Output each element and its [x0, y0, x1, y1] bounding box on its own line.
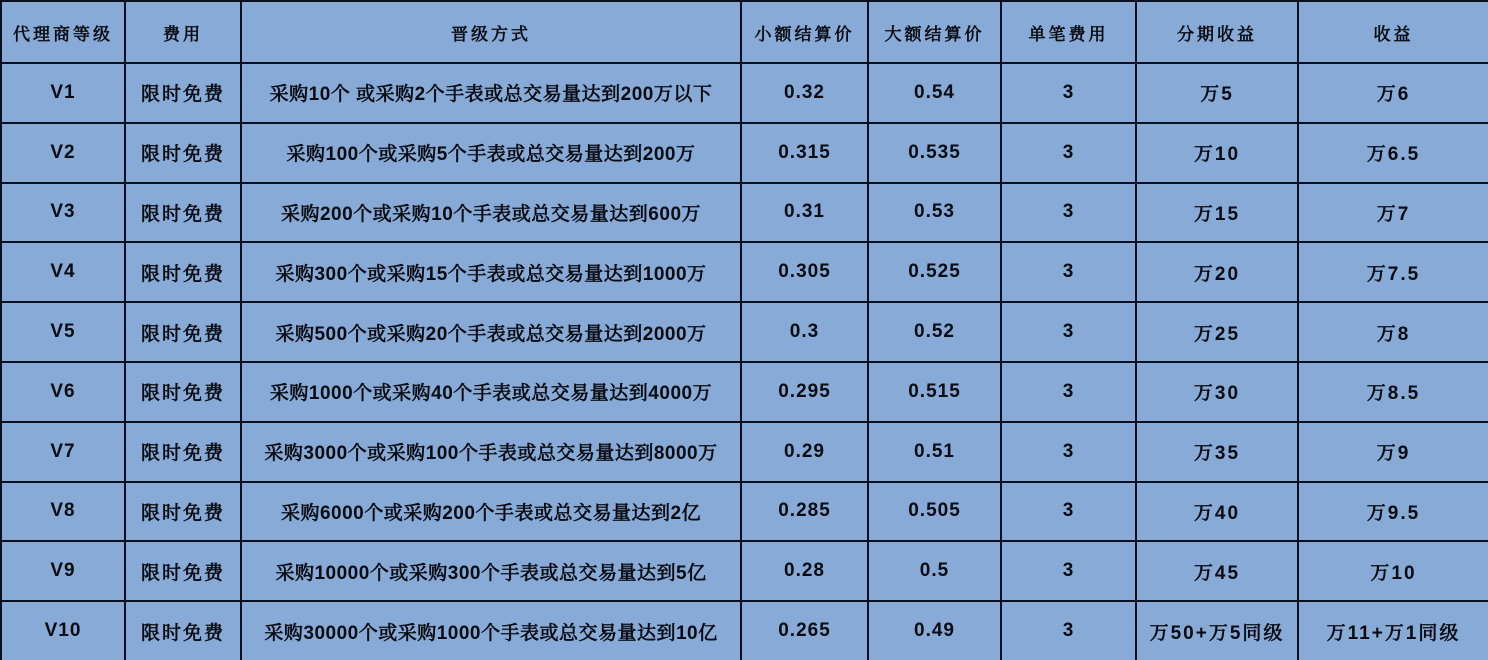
cell-small_price: 0.28 — [741, 541, 868, 601]
column-header-promotion: 晋级方式 — [241, 1, 741, 63]
cell-per_fee: 3 — [1001, 63, 1136, 123]
cell-installment: 万15 — [1136, 183, 1298, 243]
table-row — [1, 482, 1488, 542]
column-header-income: 收益 — [1298, 1, 1488, 63]
cell-per_fee: 3 — [1001, 123, 1136, 183]
column-header-large_price: 大额结算价 — [868, 1, 1001, 63]
table-row — [1, 302, 1488, 362]
cell-small_price: 0.31 — [741, 183, 868, 243]
cell-income: 万11+万1同级 — [1298, 601, 1488, 660]
cell-large_price: 0.525 — [868, 242, 1001, 302]
cell-large_price: 0.505 — [868, 482, 1001, 542]
cell-income: 万8.5 — [1298, 362, 1488, 422]
cell-installment: 万30 — [1136, 362, 1298, 422]
cell-small_price: 0.305 — [741, 242, 868, 302]
table-row — [1, 63, 1488, 123]
cell-installment: 万5 — [1136, 63, 1298, 123]
cell-promotion: 采购10个 或采购2个手表或总交易量达到200万以下 — [241, 63, 741, 123]
cell-level: V9 — [1, 541, 125, 601]
cell-fee: 限时免费 — [125, 123, 241, 183]
cell-promotion: 采购1000个或采购40个手表或总交易量达到4000万 — [241, 362, 741, 422]
cell-small_price: 0.295 — [741, 362, 868, 422]
cell-fee: 限时免费 — [125, 541, 241, 601]
cell-fee: 限时免费 — [125, 422, 241, 482]
cell-income: 万8 — [1298, 302, 1488, 362]
cell-small_price: 0.285 — [741, 482, 868, 542]
column-header-small_price: 小额结算价 — [741, 1, 868, 63]
cell-per_fee: 3 — [1001, 302, 1136, 362]
cell-level: V3 — [1, 183, 125, 243]
cell-installment: 万20 — [1136, 242, 1298, 302]
cell-fee: 限时免费 — [125, 242, 241, 302]
cell-large_price: 0.51 — [868, 422, 1001, 482]
table-header — [1, 1, 1488, 63]
header-row — [1, 1, 1488, 63]
column-header-fee: 费用 — [125, 1, 241, 63]
table-body — [1, 63, 1488, 660]
column-header-installment: 分期收益 — [1136, 1, 1298, 63]
cell-per_fee: 3 — [1001, 183, 1136, 243]
cell-large_price: 0.535 — [868, 123, 1001, 183]
cell-installment: 万10 — [1136, 123, 1298, 183]
cell-promotion: 采购200个或采购10个手表或总交易量达到600万 — [241, 183, 741, 243]
cell-large_price: 0.49 — [868, 601, 1001, 660]
cell-level: V7 — [1, 422, 125, 482]
cell-level: V2 — [1, 123, 125, 183]
cell-level: V8 — [1, 482, 125, 542]
table-row — [1, 422, 1488, 482]
cell-level: V4 — [1, 242, 125, 302]
cell-large_price: 0.54 — [868, 63, 1001, 123]
table-row — [1, 123, 1488, 183]
cell-income: 万9.5 — [1298, 482, 1488, 542]
cell-per_fee: 3 — [1001, 601, 1136, 660]
cell-fee: 限时免费 — [125, 601, 241, 660]
cell-promotion: 采购3000个或采购100个手表或总交易量达到8000万 — [241, 422, 741, 482]
cell-per_fee: 3 — [1001, 242, 1136, 302]
cell-income: 万7.5 — [1298, 242, 1488, 302]
table-row — [1, 183, 1488, 243]
table-row — [1, 541, 1488, 601]
cell-per_fee: 3 — [1001, 482, 1136, 542]
cell-installment: 万50+万5同级 — [1136, 601, 1298, 660]
cell-installment: 万45 — [1136, 541, 1298, 601]
cell-promotion: 采购300个或采购15个手表或总交易量达到1000万 — [241, 242, 741, 302]
cell-small_price: 0.3 — [741, 302, 868, 362]
cell-fee: 限时免费 — [125, 63, 241, 123]
cell-promotion: 采购10000个或采购300个手表或总交易量达到5亿 — [241, 541, 741, 601]
cell-promotion: 采购500个或采购20个手表或总交易量达到2000万 — [241, 302, 741, 362]
cell-large_price: 0.52 — [868, 302, 1001, 362]
cell-fee: 限时免费 — [125, 183, 241, 243]
cell-level: V6 — [1, 362, 125, 422]
cell-large_price: 0.53 — [868, 183, 1001, 243]
table-row — [1, 362, 1488, 422]
cell-level: V5 — [1, 302, 125, 362]
cell-income: 万6.5 — [1298, 123, 1488, 183]
cell-promotion: 采购6000个或采购200个手表或总交易量达到2亿 — [241, 482, 741, 542]
column-header-level: 代理商等级 — [1, 1, 125, 63]
cell-per_fee: 3 — [1001, 362, 1136, 422]
cell-small_price: 0.32 — [741, 63, 868, 123]
table-row — [1, 242, 1488, 302]
cell-per_fee: 3 — [1001, 541, 1136, 601]
cell-level: V10 — [1, 601, 125, 660]
cell-small_price: 0.29 — [741, 422, 868, 482]
cell-level: V1 — [1, 63, 125, 123]
cell-large_price: 0.515 — [868, 362, 1001, 422]
cell-installment: 万40 — [1136, 482, 1298, 542]
cell-small_price: 0.315 — [741, 123, 868, 183]
cell-small_price: 0.265 — [741, 601, 868, 660]
table-row — [1, 601, 1488, 660]
cell-installment: 万25 — [1136, 302, 1298, 362]
cell-income: 万7 — [1298, 183, 1488, 243]
cell-promotion: 采购30000个或采购1000个手表或总交易量达到10亿 — [241, 601, 741, 660]
cell-income: 万10 — [1298, 541, 1488, 601]
cell-large_price: 0.5 — [868, 541, 1001, 601]
cell-income: 万9 — [1298, 422, 1488, 482]
cell-installment: 万35 — [1136, 422, 1298, 482]
column-header-per_fee: 单笔费用 — [1001, 1, 1136, 63]
cell-fee: 限时免费 — [125, 362, 241, 422]
cell-promotion: 采购100个或采购5个手表或总交易量达到200万 — [241, 123, 741, 183]
cell-income: 万6 — [1298, 63, 1488, 123]
cell-per_fee: 3 — [1001, 422, 1136, 482]
cell-fee: 限时免费 — [125, 482, 241, 542]
cell-fee: 限时免费 — [125, 302, 241, 362]
